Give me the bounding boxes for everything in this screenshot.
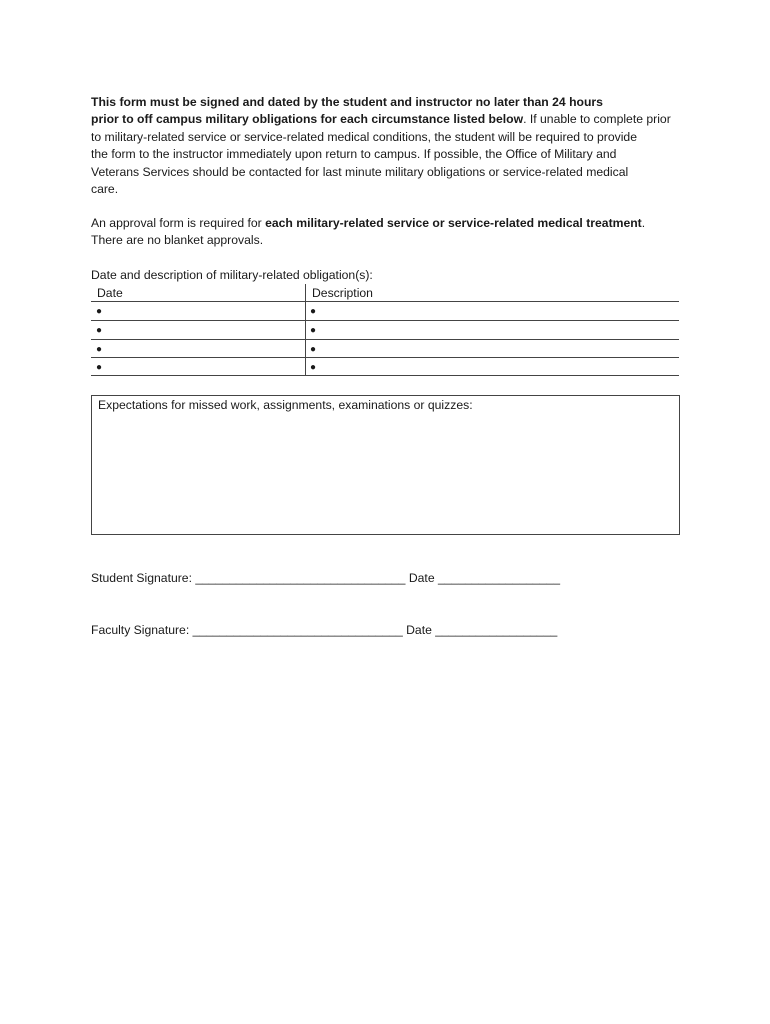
intro-paragraph xyxy=(91,94,683,198)
table-rule xyxy=(91,375,679,376)
column-divider xyxy=(305,284,306,376)
table-rule xyxy=(91,301,679,302)
description-cell-bullet[interactable]: ● xyxy=(310,325,317,336)
date-cell-bullet[interactable]: ● xyxy=(96,362,103,373)
faculty-signature-line[interactable]: Faculty Signature: _______________________________ Date __________________ xyxy=(91,623,558,637)
approval-line-2: There are no blanket approvals. xyxy=(91,233,264,248)
approval-line-1: An approval form is required for each military-related service or service-related medical treatment. xyxy=(91,216,646,230)
intro-line-5: Veterans Services should be contacted for last minute military obligations or service-related medical xyxy=(91,164,629,179)
header-date: Date xyxy=(97,286,123,300)
date-cell-bullet[interactable]: ● xyxy=(96,344,103,355)
table-rule xyxy=(91,339,679,340)
intro-line-1: This form must be signed and dated by the student and instructor no later than 24 hours xyxy=(91,95,603,109)
table-rule xyxy=(91,357,679,358)
intro-line-2: prior to off campus military obligations for each circumstance listed below. If unable to complete prior xyxy=(91,112,671,127)
student-signature-line[interactable]: Student Signature: _______________________________ Date __________________ xyxy=(91,571,560,585)
description-cell-bullet[interactable]: ● xyxy=(310,344,317,355)
intro-line-3: to military-related service or service-related medical conditions, the student will be required to provide xyxy=(91,129,637,144)
date-cell-bullet[interactable]: ● xyxy=(96,325,103,336)
date-cell-bullet[interactable]: ● xyxy=(96,306,103,317)
intro-line-6: care. xyxy=(91,182,119,197)
approval-paragraph xyxy=(91,215,683,250)
intro-line-4: the form to the instructor immediately upon return to campus. If possible, the Office of Military and xyxy=(91,147,617,162)
description-cell-bullet[interactable]: ● xyxy=(310,362,317,373)
obligations-table xyxy=(91,284,679,376)
expectations-box[interactable] xyxy=(91,395,680,535)
obligations-label: Date and description of military-related obligation(s): xyxy=(91,268,373,282)
table-rule xyxy=(91,320,679,321)
expectations-label: Expectations for missed work, assignments, examinations or quizzes: xyxy=(98,398,473,412)
description-cell-bullet[interactable]: ● xyxy=(310,306,317,317)
header-description: Description xyxy=(312,286,373,300)
